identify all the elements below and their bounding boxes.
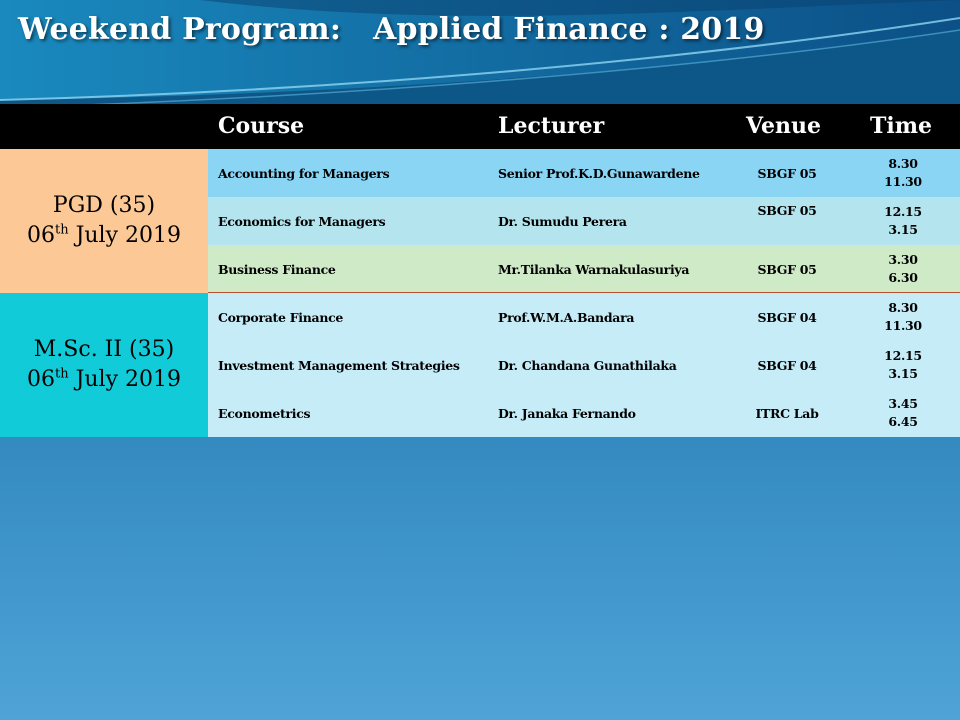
lecturer-cell: Mr.Tilanka Warnakulasuriya [498,261,690,277]
header-venue: Venue [746,113,822,139]
table-header [0,104,960,149]
table-row [208,341,960,389]
venue-cell: SBGF 05 [757,165,817,181]
table-row [208,293,960,341]
course-rows-pgd [208,149,960,293]
schedule-table [0,104,960,437]
program-group-msc [0,293,960,437]
course-cell: Accounting for Managers [218,165,390,181]
venue-cell: SBGF 05 [757,203,817,218]
program-name: M.Sc. II (35) [33,337,175,362]
header-lecturer: Lecturer [498,113,605,139]
time-cell: 3.30 6.30 [888,252,918,285]
course-cell: Business Finance [218,261,336,277]
course-cell: Corporate Finance [218,309,344,325]
course-cell: Economics for Managers [218,213,386,229]
page-title: Weekend Program: Applied Finance : 2019 [18,12,765,47]
venue-cell: SBGF 04 [757,309,817,325]
program-label-msc [0,293,208,437]
program-date: 06th July 2019 [26,222,182,248]
lecturer-cell: Dr. Chandana Gunathilaka [498,357,677,373]
header-time: Time [870,113,933,139]
program-date: 06th July 2019 [26,366,182,392]
lecturer-cell: Dr. Sumudu Perera [498,213,627,229]
venue-cell: SBGF 04 [757,357,817,373]
time-cell: 3.45 6.45 [888,396,918,429]
time-cell: 12.15 3.15 [884,348,922,381]
time-cell: 8.30 11.30 [884,300,922,333]
table-row [208,389,960,437]
program-group-pgd [0,149,960,293]
venue-cell: SBGF 05 [757,261,817,277]
course-rows-msc [208,293,960,437]
lecturer-cell: Prof.W.M.A.Bandara [498,309,635,325]
table-row [208,149,960,197]
lecturer-cell: Senior Prof.K.D.Gunawardene [498,165,700,181]
lecturer-cell: Dr. Janaka Fernando [498,405,636,421]
table-row [208,245,960,293]
program-name: PGD (35) [52,193,156,218]
header-course: Course [218,113,305,139]
time-cell: 12.15 3.15 [884,204,922,237]
course-cell: Econometrics [218,405,311,421]
venue-cell: ITRC Lab [755,405,819,421]
table-row [208,197,960,245]
course-cell: Investment Management Strategies [218,357,460,373]
time-cell: 8.30 11.30 [884,156,922,189]
program-label-pgd [0,149,208,294]
